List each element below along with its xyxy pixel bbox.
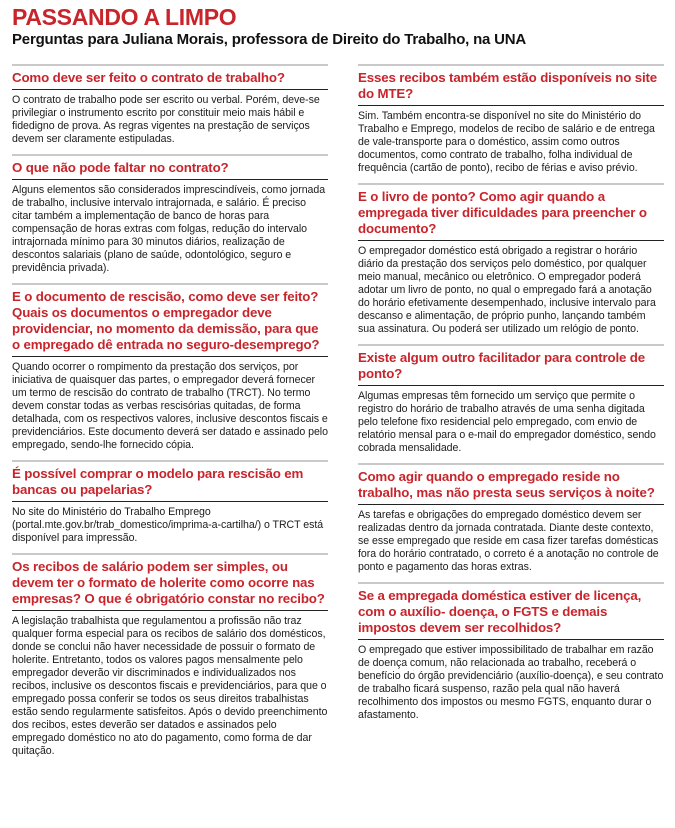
page-header xyxy=(12,4,665,49)
question: Esses recibos também estão disponíveis no site do MTE? xyxy=(358,64,664,106)
answer: O empregado que estiver impossibilitado de trabalhar em razão de doença comum, não relacionada ao trabalho, receberá o benefício do órgão previdenciário (auxílio-doença), e seu contrato de trabalho ficará suspenso, razão pela qual não haverá recolhimento dos impostos ou mesmo FGTS, enquanto durar o afastamento. xyxy=(358,644,664,721)
question: E o livro de ponto? Como agir quando a empregada tiver dificuldades para preencher o documento? xyxy=(358,183,664,241)
qa-item xyxy=(358,463,664,574)
qa-item xyxy=(12,460,328,545)
qa-item xyxy=(358,183,664,336)
answer: A legislação trabalhista que regulamentou a profissão não traz qualquer forma especial para os recibos de salário dos domésticos, donde se conclui não haver necessidade de possuir o formato de holerite. Entretanto, todos os valores pagos mensalmente pelo empregador deverão vir discriminados e individualizados nos recibos, inclusive os descontos fiscais e previdenciários, para que o empregado possa conferir se todos os seus direitos trabalhistas estão sendo regularmente satisfeitos. Após o devido preenchimento dos recibos, estes deverão ser datados e assinados pelo empregado doméstico no ato do pagamento, como forma de dar quitação. xyxy=(12,615,328,757)
qa-item xyxy=(358,582,664,722)
answer: No site do Ministério do Trabalho Emprego (portal.mte.gov.br/trab_domestico/imprima-a-cartilha/) o TRCT está disponível para impressão. xyxy=(12,506,324,544)
answer: Algumas empresas têm fornecido um serviço que permite o registro do horário de trabalho através de uma senha digitada pelo telefone fixo residencial pelo empregado, com envio de relatório mensal para o e-mail do empregador doméstico, sendo cobrada mensalidade. xyxy=(358,390,656,454)
left-column xyxy=(12,64,328,766)
qa-item xyxy=(12,283,328,452)
qa-item xyxy=(358,344,664,455)
qa-item xyxy=(12,154,328,275)
page-title: PASSANDO A LIMPO xyxy=(12,4,237,30)
question: Existe algum outro facilitador para controle de ponto? xyxy=(358,344,664,386)
page-subtitle: Perguntas para Juliana Morais, professora de Direito do Trabalho, na UNA xyxy=(12,31,527,48)
answer: Alguns elementos são considerados imprescindíveis, como jornada de trabalho, inclusive intervalo intrajornada, e salário. É preciso citar também a implementação de banco de horas para compensação de horas extras com folgas, redução do intervalo intrajornada mínimo para 30 minutos diários, realização de descontos salariais (plano de saúde, odontológico, seguro e previdência privada). xyxy=(12,184,326,274)
answer: Quando ocorrer o rompimento da prestação dos serviços, por iniciativa de quaisquer das partes, o empregador deverá fornecer um termo de rescisão do contrato de trabalho (TRCT). No termo devem constar todas as verbas rescisórias quitadas, de forma detalhada, com os respectivos valores, inclusive descontos fiscais e previdenciários. Este documento deverá ser datado e assinado pelo empregado, sendo-lhe fornecido cópia. xyxy=(12,361,328,451)
answer: O empregador doméstico está obrigado a registrar o horário diário da prestação dos serviços pelo doméstico, por qualquer meio manual, mecânico ou eletrônico. O empregador poderá adotar um livro de ponto, no qual o empregado fará a anotação do horário efetivamente desempenhado, inclusive intervalo para descanso e alimentação, de próprio punho, lançando também sua assinatura. Ou poderá ser utilizado um relógio de ponto. xyxy=(358,245,656,335)
qa-item xyxy=(358,64,664,175)
right-column xyxy=(358,64,664,730)
question: O que não pode faltar no contrato? xyxy=(12,154,328,180)
answer: As tarefas e obrigações do empregado doméstico devem ser realizadas dentro da jornada contratada. Diante deste contexto, se esse empregado que reside em casa fizer tarefas domésticas fora do horário contratado, o correto é a anotação no controle de ponto e pagamento das horas extras. xyxy=(358,509,659,573)
question: Como deve ser feito o contrato de trabalho? xyxy=(12,64,328,90)
qa-item xyxy=(12,64,328,146)
question: Como agir quando o empregado reside no trabalho, mas não presta seus serviços à noite? xyxy=(358,463,664,505)
question: Se a empregada doméstica estiver de licença, com o auxílio- doença, o FGTS e demais impostos devem ser recolhidos? xyxy=(358,582,664,640)
answer: O contrato de trabalho pode ser escrito ou verbal. Porém, deve-se privilegiar o instrumento escrito por constituir meio mais hábil e fidedigno de prova. As regras vigentes na prestação de serviços devem ser claramente estipuladas. xyxy=(12,94,320,145)
answer: Sim. Também encontra-se disponível no site do Ministério do Trabalho e Emprego, modelos de recibo de salário e de entrega de vale-transporte para o doméstico, assim como outros documentos, como contrato de trabalho, folha individual de frequência (cartão de ponto), recibo de férias e aviso prévio. xyxy=(358,110,655,174)
qa-item xyxy=(12,553,328,758)
question: É possível comprar o modelo para rescisão em bancas ou papelarias? xyxy=(12,460,328,502)
question: Os recibos de salário podem ser simples, ou devem ter o formato de holerite como ocorre nas empresas? O que é obrigatório constar no recibo? xyxy=(12,553,328,611)
question: E o documento de rescisão, como deve ser feito? Quais os documentos o empregador deve providenciar, no momento da demissão, para que o empregado dê entrada no seguro-desemprego? xyxy=(12,283,328,357)
